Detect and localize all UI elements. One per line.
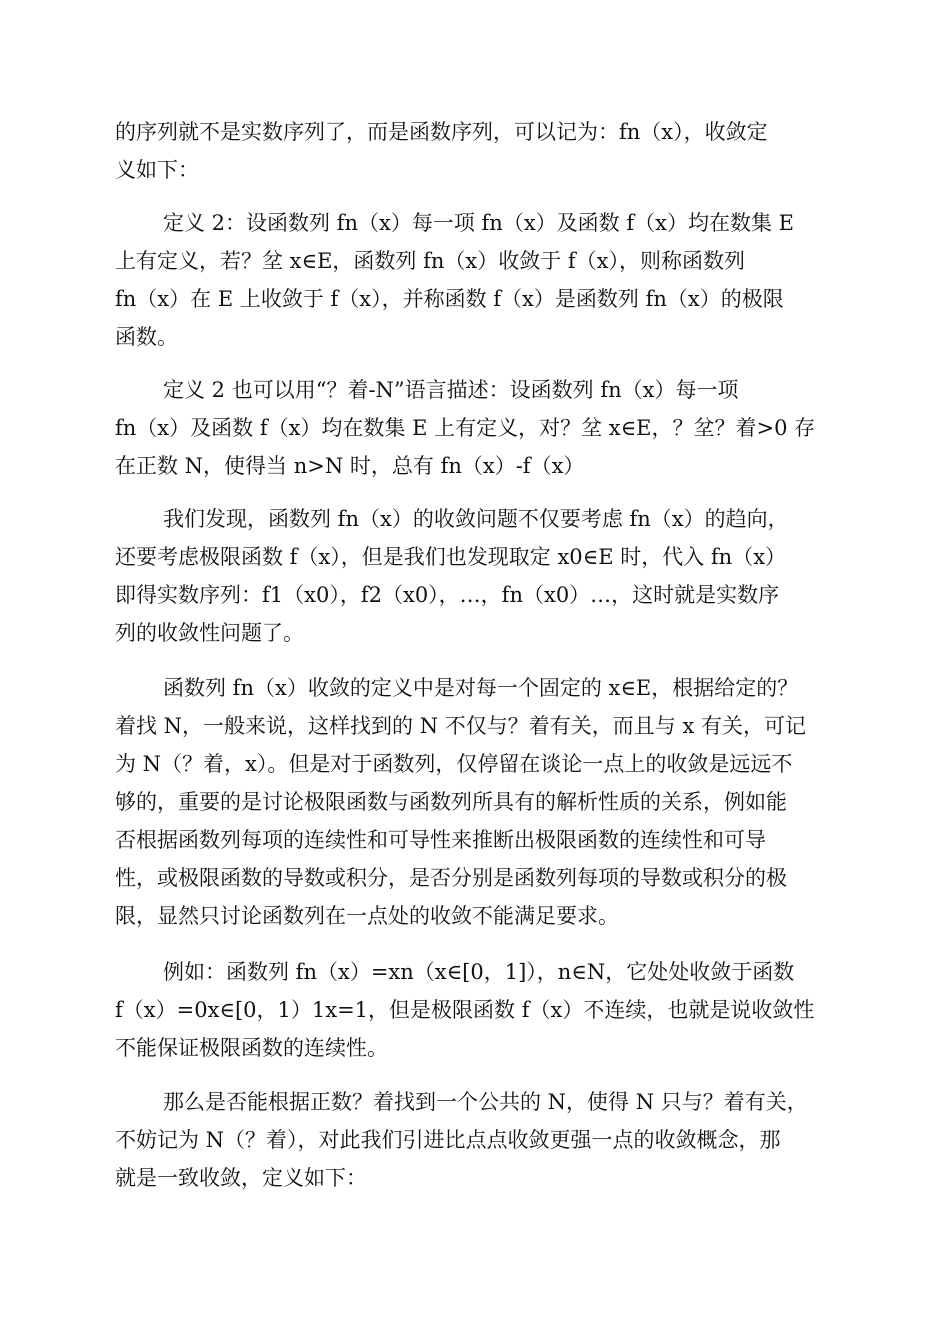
text-line: 否根据函数列每项的连续性和可导性来推断出极限函数的连续性和可导 — [115, 828, 766, 852]
text-line: 函数。 — [115, 325, 178, 349]
text-line: fn（x）在 E 上收敛于 f（x），并称函数 f（x）是函数列 fn（x）的极限 — [115, 287, 784, 311]
paragraph-continuation — [115, 113, 840, 189]
text-line: 性，或极限函数的导数或积分，是否分别是函数列每项的导数或积分的极 — [115, 866, 787, 890]
paragraph-uniform-convergence-intro — [115, 1083, 840, 1197]
text-line: 函数列 fn（x）收敛的定义中是对每一个固定的 x∈E，根据给定的？ — [163, 676, 799, 700]
text-line: 在正数 N，使得当 n>N 时，总有 fn（x）-f（x） — [115, 454, 585, 478]
text-line: 着找 N，一般来说，这样找到的 N 不仅与？着有关，而且与 x 有关，可记 — [115, 714, 806, 738]
text-line: 列的收敛性问题了。 — [115, 621, 304, 645]
text-line: 为 N（？着，x）。但是对于函数列，仅停留在谈论一点上的收敛是远远不 — [115, 752, 793, 776]
text-line: 定义 2：设函数列 fn（x）每一项 fn（x）及函数 f（x）均在数集 E — [163, 211, 794, 235]
text-line: 不能保证极限函数的连续性。 — [115, 1036, 388, 1060]
text-line: 还要考虑极限函数 f（x），但是我们也发现取定 x0∈E 时，代入 fn（x） — [115, 545, 787, 569]
paragraph-epsilon-n-description — [115, 371, 840, 485]
paragraph-discovery — [115, 500, 840, 652]
text-line: f（x）=0x∈[0，1）1x=1，但是极限函数 f（x）不连续，也就是说收敛性 — [115, 998, 815, 1022]
text-line: 即得实数序列：f1（x0），f2（x0），…，fn（x0）…，这时就是实数序 — [115, 583, 780, 607]
text-line: fn（x）及函数 f（x）均在数集 E 上有定义，对？坌 x∈E，？坌？着>0 存 — [115, 416, 816, 440]
text-line: 限，显然只讨论函数列在一点处的收敛不能满足要求。 — [115, 904, 619, 928]
text-line: 我们发现，函数列 fn（x）的收敛问题不仅要考虑 fn（x）的趋向， — [163, 507, 789, 531]
paragraph-example — [115, 953, 840, 1067]
text-line: 例如：函数列 fn（x）=xn（x∈[0，1]），n∈N，它处处收敛于函数 — [163, 960, 795, 984]
text-line: 就是一致收敛，定义如下： — [115, 1166, 367, 1190]
text-line: 那么是否能根据正数？着找到一个公共的 N，使得 N 只与？着有关， — [163, 1090, 808, 1114]
text-line: 不妨记为 N（？着），对此我们引进比点点收敛更强一点的收敛概念，那 — [115, 1128, 781, 1152]
paragraph-definition-2 — [115, 204, 840, 356]
text-line: 上有定义，若？坌 x∈E，函数列 fn（x）收敛于 f（x），则称函数列 — [115, 249, 745, 273]
text-line: 的序列就不是实数序列了，而是函数序列，可以记为：fn（x），收敛定 — [115, 120, 768, 144]
text-line: 义如下： — [115, 158, 199, 182]
paragraph-pointwise-analysis — [115, 669, 840, 935]
text-line: 定义 2 也可以用“？着-N”语言描述：设函数列 fn（x）每一项 — [163, 378, 739, 402]
text-line: 够的，重要的是讨论极限函数与函数列所具有的解析性质的关系，例如能 — [115, 790, 787, 814]
